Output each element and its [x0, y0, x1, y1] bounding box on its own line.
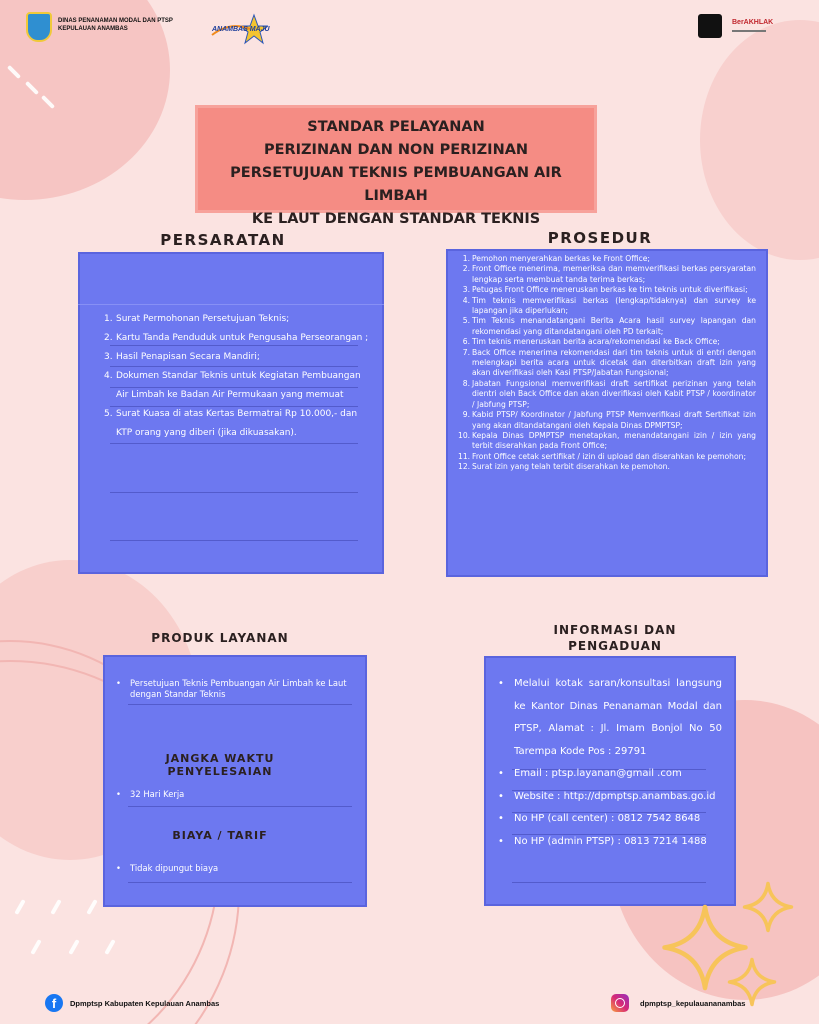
bullet-dot: • — [498, 835, 504, 847]
item-text: Kartu Tanda Penduduk untuk Pengusaha Perseorangan ; — [116, 333, 369, 343]
persyaratan-line — [110, 540, 358, 541]
biaya-item — [116, 863, 350, 874]
item-text: Kepala Dinas DPMPTSP menetapkan, menandatangani izin / izin yang terbit diserahkan pada Front Office; — [472, 430, 756, 451]
bullet-dot: • — [498, 678, 504, 689]
item-text: Tim teknis meneruskan berita acara/rekomendasi ke Back Office; — [472, 337, 720, 347]
item-number: 5. — [462, 316, 470, 326]
title-line-1: STANDAR PELAYANAN — [307, 119, 485, 135]
list-item — [104, 310, 374, 329]
regency-emblem-logo — [26, 12, 52, 42]
list-item — [458, 431, 756, 452]
informasi-heading-line1: INFORMASI DAN — [553, 623, 677, 637]
list-item — [458, 452, 756, 462]
bullet-dot: • — [498, 790, 504, 802]
list-item — [458, 316, 756, 337]
informasi-list — [498, 673, 722, 853]
item-number: 12. — [458, 462, 471, 472]
bullet-dot: • — [498, 813, 504, 824]
biaya-heading: BIAYA / TARIF — [172, 829, 268, 842]
waktu-heading: JANGKA WAKTU PENYELESAIAN — [165, 752, 275, 778]
item-text: Hasil Penapisan Secara Mandiri; — [116, 352, 260, 362]
list-item — [498, 808, 722, 831]
bullet-dot: • — [116, 863, 121, 873]
list-item — [458, 285, 756, 295]
informasi-heading — [535, 622, 695, 654]
list-item — [498, 831, 722, 854]
item-number: 2. — [104, 333, 113, 343]
persyaratan-panel-divider — [78, 304, 384, 305]
list-item — [458, 462, 756, 472]
instagram-icon[interactable] — [611, 994, 629, 1012]
item-number: 3. — [462, 285, 470, 295]
item-text: Kabid PTSP/ Koordinator / Jabfung PTSP Memverifikasi draft Sertifikat izin yang akan ditandatangani oleh Kepala Dinas DPMPTSP; — [472, 410, 756, 430]
produk-item-text: Persetujuan Teknis Pembuangan Air Limbah ke Laut dengan Standar Teknis — [130, 678, 347, 699]
item-text: Dokumen Standar Teknis untuk Kegiatan Pembuangan Air Limbah ke Badan Air Permukaan yang memuat — [116, 371, 361, 400]
item-text: Surat Kuasa di atas Kertas Bermatrai Rp 10.000,- dan KTP orang yang diberi (jika dikuasakan). — [116, 409, 358, 438]
item-number: 8. — [462, 378, 470, 388]
list-item — [498, 786, 722, 809]
berakhlak-logo-text: BerAKHLAK — [732, 19, 774, 26]
anambas-maju-text: ANAMBAS MAJU — [212, 26, 270, 33]
waktu-item — [116, 789, 350, 800]
persyaratan-line — [110, 492, 358, 493]
persyaratan-heading: PERSARATAN — [160, 231, 286, 249]
bullet-dot: • — [116, 789, 121, 799]
item-text: Pemohon menyerahkan berkas ke Front Office; — [472, 254, 650, 263]
item-number: 1. — [104, 314, 113, 324]
list-item — [458, 379, 756, 410]
biaya-item-text: Tidak dipungut biaya — [130, 863, 219, 873]
item-number: 4. — [462, 295, 470, 305]
list-item — [498, 673, 722, 763]
produk-heading: PRODUK LAYANAN — [151, 631, 289, 645]
list-item — [104, 367, 374, 405]
info-website: Website : http://dpmptsp.anambas.go.id — [514, 790, 716, 802]
informasi-heading-line2: PENGADUAN — [568, 639, 662, 653]
facebook-link[interactable]: Dpmptsp Kabupaten Kepulauan Anambas — [70, 999, 220, 1008]
list-item — [104, 405, 374, 443]
prosedur-heading: PROSEDUR — [547, 229, 653, 247]
info-call-center: No HP (call center) : 0812 7542 8648 — [514, 813, 701, 824]
list-item — [458, 264, 756, 285]
produk-item — [116, 678, 350, 700]
informasi-line — [512, 882, 706, 883]
produk-line — [128, 882, 352, 883]
bullet-dot: • — [116, 678, 121, 688]
title-banner — [195, 105, 597, 227]
produk-line — [128, 704, 352, 705]
produk-line — [128, 806, 352, 807]
waktu-item-text: 32 Hari Kerja — [130, 789, 185, 799]
agency-name-line1: DINAS PENANAMAN MODAL DAN PTSP — [58, 18, 173, 24]
list-item — [104, 329, 374, 348]
item-number: 10. — [458, 430, 471, 440]
item-text: Petugas Front Office meneruskan berkas ke tim teknis untuk diverifikasi; — [472, 285, 748, 295]
item-number: 5. — [104, 409, 113, 419]
list-item — [458, 296, 756, 317]
header — [0, 0, 819, 60]
item-number: 7. — [462, 347, 470, 357]
list-item — [458, 410, 756, 431]
item-text: Back Office menerima rekomendasi dari tim teknis untuk di entri dengan melengkapi berita acara untuk dicetak dan diterbitkan draft izin yang akan diverifikasi oleh Kasi PTSP/Jabatan Fungsional; — [472, 347, 756, 378]
sparkle-icon — [742, 876, 794, 938]
item-text: Front Office cetak sertifikat / izin di upload dan diserahkan ke pemohon; — [472, 451, 747, 461]
item-number: 3. — [104, 352, 113, 362]
item-text: Jabatan Fungsional memverifikasi draft sertifikat perizinan yang telah dientri oleh Back Office dan akan diverifikasi oleh Kabit PTSP / koordinator / Jabfung PTSP; — [472, 378, 756, 409]
item-number: 2. — [462, 264, 470, 274]
berakhlak-logo-underline — [732, 30, 766, 32]
list-item — [104, 348, 374, 367]
item-number: 6. — [462, 337, 470, 347]
info-email: Email : ptsp.layanan@gmail .com — [514, 768, 682, 779]
list-item — [458, 337, 756, 347]
ministry-logo — [698, 14, 722, 38]
bullet-dot: • — [498, 768, 504, 779]
persyaratan-line — [110, 443, 358, 444]
info-admin: No HP (admin PTSP) : 0813 7214 1488 — [514, 835, 707, 847]
item-text: Surat Permohonan Persetujuan Teknis; — [116, 314, 290, 324]
persyaratan-list — [104, 310, 374, 443]
info-text: Melalui kotak saran/konsultasi langsung ke Kantor Dinas Penanaman Modal dan PTSP, Alamat : Jl. Imam Bonjol No 50 Tarempa Kode Pos : 29791 — [514, 678, 722, 757]
agency-name-line2: KEPULAUAN ANAMBAS — [58, 26, 128, 32]
title-line-3: PERSETUJUAN TEKNIS PEMBUANGAN AIR LIMBAH — [230, 165, 562, 204]
title-line-2: PERIZINAN DAN NON PERIZINAN — [263, 142, 529, 158]
prosedur-list — [458, 254, 756, 473]
item-text: Front Office menerima, memeriksa dan memverifikasi berkas persyaratan lengkap serta membuat tanda terima berkas; — [472, 264, 756, 284]
title-line-4: KE LAUT DENGAN STANDAR TEKNIS — [251, 211, 541, 227]
agency-name — [58, 17, 173, 33]
item-text: Tim teknis memverifikasi berkas (lengkap/tidaknya) dan survey ke lapangan jika diperlukan; — [472, 295, 756, 316]
item-number: 9. — [462, 410, 470, 420]
item-number: 11. — [458, 451, 471, 461]
instagram-link[interactable]: dpmptsp_kepulauananambas — [640, 999, 746, 1008]
facebook-icon[interactable]: f — [45, 994, 63, 1012]
list-item — [498, 763, 722, 786]
item-text: Surat izin yang telah terbit diserahkan ke pemohon. — [472, 462, 670, 472]
item-number: 1. — [462, 254, 470, 263]
item-text: Tim Teknis menandatangani Berita Acara hasil survey lapangan dan rekomendasi yang ditandatangani oleh PD terkait; — [472, 316, 756, 336]
item-number: 4. — [104, 371, 113, 381]
list-item — [458, 348, 756, 379]
list-item — [458, 254, 756, 264]
